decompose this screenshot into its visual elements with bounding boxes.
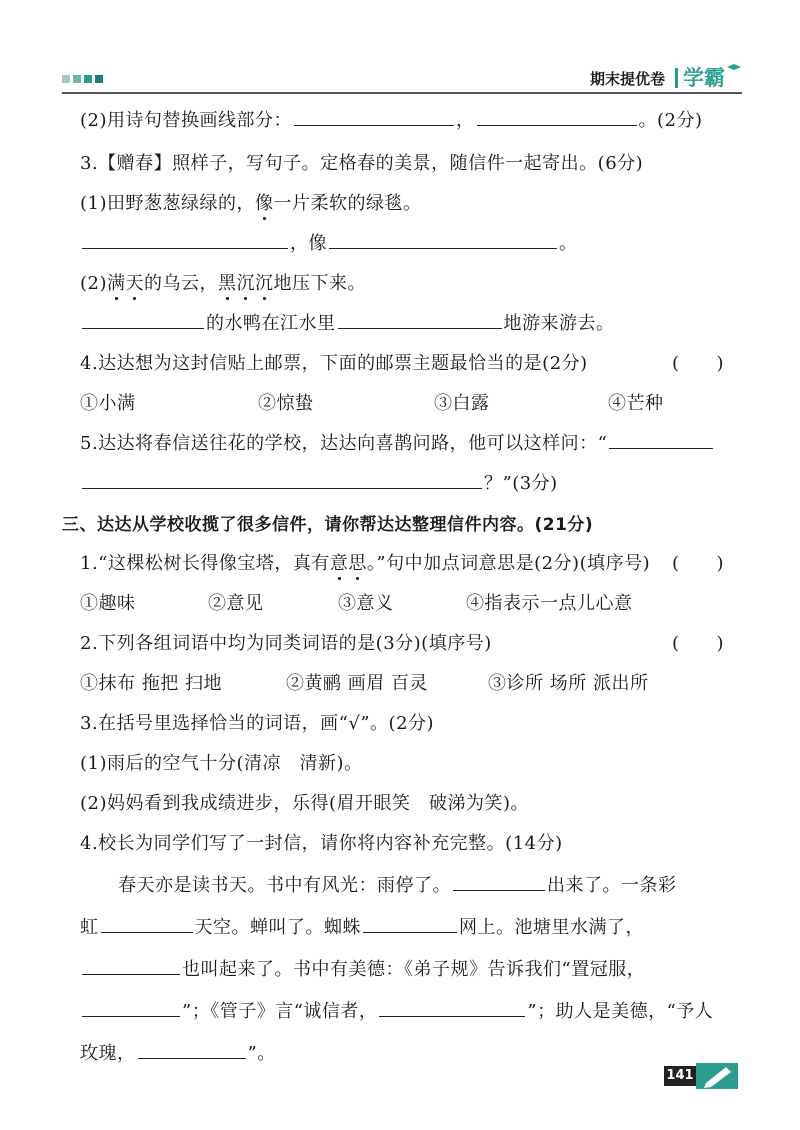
- option[interactable]: ①趣味: [80, 593, 136, 614]
- header-title: 期末提优卷: [590, 70, 666, 88]
- brand-logo: 学霸: [683, 66, 725, 90]
- option[interactable]: ②惊蛰: [258, 393, 314, 414]
- question-2-2: (2)用诗句替换画线部分： ， 。(2分): [80, 110, 703, 131]
- question-4: 4.达达想为这封信贴上邮票，下面的邮票主题最恰当的是(2分): [80, 353, 588, 374]
- answer-blank[interactable]: [82, 973, 180, 975]
- letter-paragraph-line-3: 也叫起来了。书中有美德：《弟子规》告诉我们“置冠服，: [80, 955, 645, 981]
- letter-paragraph-line-5: 玫瑰， ”。: [80, 1043, 276, 1064]
- graduation-cap-icon: [727, 64, 741, 70]
- answer-paren[interactable]: ( ): [672, 353, 725, 374]
- question-3: 3.【赠春】照样子，写句子。定格春的美景，随信件一起寄出。(6分): [80, 153, 644, 174]
- header-rule: [62, 92, 742, 94]
- answer-paren[interactable]: ( ): [672, 553, 725, 574]
- option[interactable]: ③诊所 场所 派出所: [488, 673, 649, 694]
- answer-blank[interactable]: [453, 889, 545, 891]
- header-divider: [675, 68, 678, 88]
- answer-blank[interactable]: [609, 447, 713, 449]
- option[interactable]: ④指表示一点儿心意: [466, 593, 633, 614]
- answer-blank[interactable]: [82, 327, 204, 329]
- section-3-question-1: 1.“这棵松树长得像宝塔，真有意思。”句中加点词意思是(2分)(填序号): [80, 553, 651, 574]
- section-3-question-3-1[interactable]: (1)雨后的空气十分(清凉 清新)。: [80, 753, 363, 774]
- option[interactable]: ①抹布 拖把 扫地: [80, 673, 222, 694]
- answer-blank[interactable]: [363, 931, 457, 933]
- answer-blank[interactable]: [477, 124, 637, 126]
- answer-blank[interactable]: [82, 247, 288, 249]
- section-3-heading: 三、达达从学校收揽了很多信件，请你帮达达整理信件内容。(21分): [62, 515, 594, 535]
- option[interactable]: ④芒种: [608, 393, 664, 414]
- header-decoration: [62, 75, 103, 83]
- answer-blank[interactable]: [379, 1015, 525, 1017]
- answer-blank[interactable]: [82, 487, 482, 489]
- section-3-question-3: 3.在括号里选择恰当的词语，画“√”。(2分): [80, 713, 435, 734]
- letter-paragraph-line-2: 虹 天空。蝉叫了。蜘蛛 网上。池塘里水满了，: [80, 917, 644, 938]
- option[interactable]: ①小满: [80, 393, 136, 414]
- question-5-fill: ？”(3分): [80, 469, 558, 495]
- section-3-question-4: 4.校长为同学们写了一封信，请你将内容补充完整。(14分): [80, 833, 563, 854]
- answer-blank[interactable]: [101, 931, 193, 933]
- letter-paragraph-line-4: ”；《管子》言“诚信者， ”；助人是美德，“予人: [80, 997, 713, 1023]
- option[interactable]: ③白露: [434, 393, 490, 414]
- answer-blank[interactable]: [138, 1057, 246, 1059]
- pencil-icon: [696, 1063, 738, 1089]
- section-3-question-2: 2.下列各组词语中均为同类词语的是(3分)(填序号): [80, 633, 492, 654]
- section-3-question-3-2[interactable]: (2)妈妈看到我成绩进步，乐得(眉开眼笑 破涕为笑)。: [80, 793, 530, 814]
- letter-paragraph-line-1: 春天亦是读书天。书中有风光：雨停了。 出来了。一条彩: [118, 875, 677, 896]
- question-5: 5.达达将春信送往花的学校，达达向喜鹊问路，他可以这样问：“: [80, 429, 715, 455]
- answer-blank[interactable]: [338, 327, 502, 329]
- question-3-2-fill: 的水鸭在江水里 地游来游去。: [80, 309, 615, 335]
- question-3-1: (1)田野葱葱绿绿的，像一片柔软的绿毯。: [80, 193, 422, 214]
- question-3-2: (2)满天的乌云，黑沉沉地压下来。: [80, 273, 366, 294]
- page-number: 141: [664, 1066, 696, 1086]
- answer-blank[interactable]: [329, 247, 557, 249]
- answer-paren[interactable]: ( ): [672, 633, 725, 654]
- question-3-1-fill: ，像 。: [80, 229, 578, 255]
- option[interactable]: ②黄鹂 画眉 百灵: [286, 673, 428, 694]
- option[interactable]: ③意义: [338, 593, 394, 614]
- option[interactable]: ②意见: [208, 593, 264, 614]
- answer-blank[interactable]: [82, 1015, 180, 1017]
- answer-blank[interactable]: [294, 124, 454, 126]
